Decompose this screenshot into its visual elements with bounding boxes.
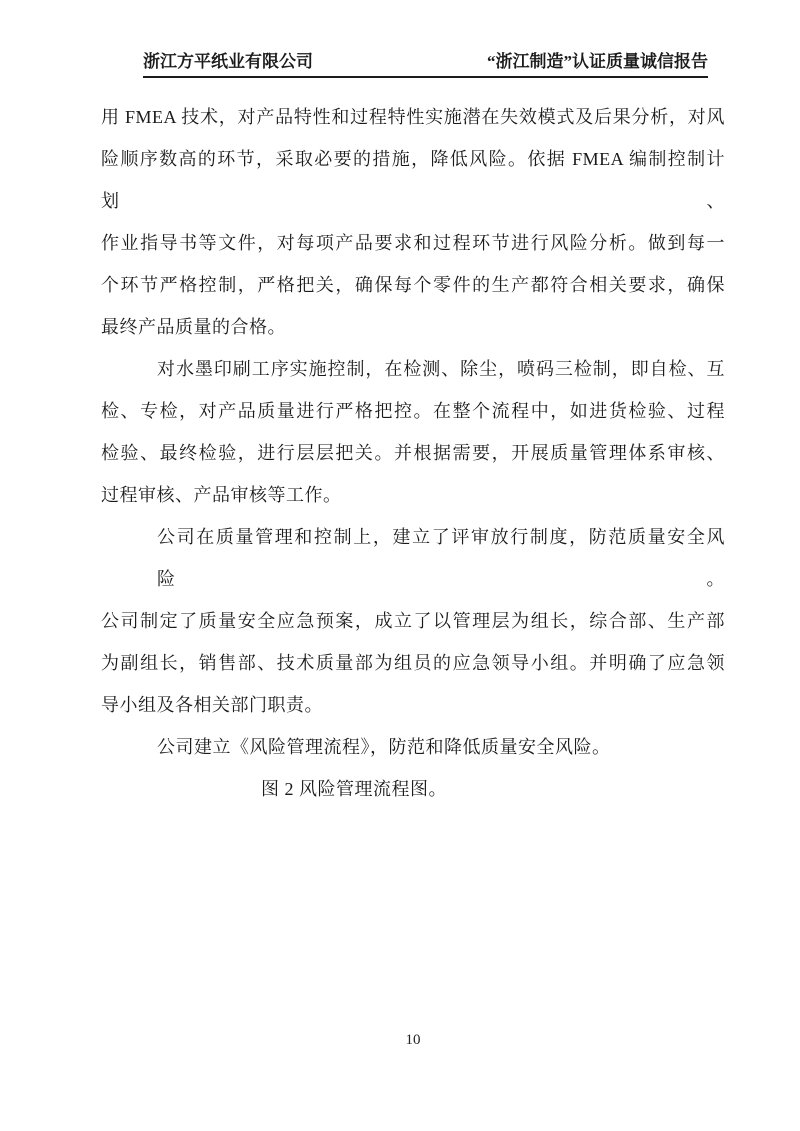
body-paragraph [101,726,725,768]
text-line: 最终产品质量的合格。 [101,317,286,337]
text-line: 公司在质量管理和控制上，建立了评审放行制度，防范质量安全风险。 [157,527,725,589]
text-line: 险顺序数高的环节，采取必要的措施，降低风险。依据 FMEA 编制控制计划、 [101,149,725,211]
text-line: 公司制定了质量安全应急预案，成立了以管理层为组长，综合部、生产部 [101,611,725,631]
body-paragraph [101,348,725,516]
text-line: 检、专检，对产品质量进行严格把控。在整个流程中，如进货检验、过程 [101,401,725,421]
text-line: 用 FMEA 技术，对产品特性和过程特性实施潜在失效模式及后果分析，对风 [101,107,725,127]
document-body [101,96,725,810]
figure-caption-paragraph [101,768,725,810]
text-line: 对水墨印刷工序实施控制，在检测、除尘，喷码三检制，即自检、互 [157,359,725,379]
text-line: 检验、最终检验，进行层层把关。并根据需要，开展质量管理体系审核、 [101,443,725,463]
body-paragraph [101,516,725,726]
page-footer [101,1030,725,1050]
header-report-title: “浙江制造”认证质量诚信报告 [487,52,708,71]
text-line: 为副组长，销售部、技术质量部为组员的应急领导小组。并明确了应急领 [101,653,725,673]
text-line: 导小组及各相关部门职责。 [101,695,323,715]
text-line: 个环节严格控制，严格把关，确保每个零件的生产都符合相关要求，确保 [101,275,725,295]
text-line: 过程审核、产品审核等工作。 [101,485,342,505]
body-paragraph [101,96,725,348]
page-header [143,50,708,78]
header-company-name: 浙江方平纸业有限公司 [143,52,313,71]
text-line: 公司建立《风险管理流程》，防范和降低质量安全风险。 [157,737,611,757]
page-number: 10 [405,1032,421,1048]
text-line: 作业指导书等文件，对每项产品要求和过程环节进行风险分析。做到每一 [101,233,725,253]
figure-caption-text: 图 2 风险管理流程图。 [261,779,447,799]
